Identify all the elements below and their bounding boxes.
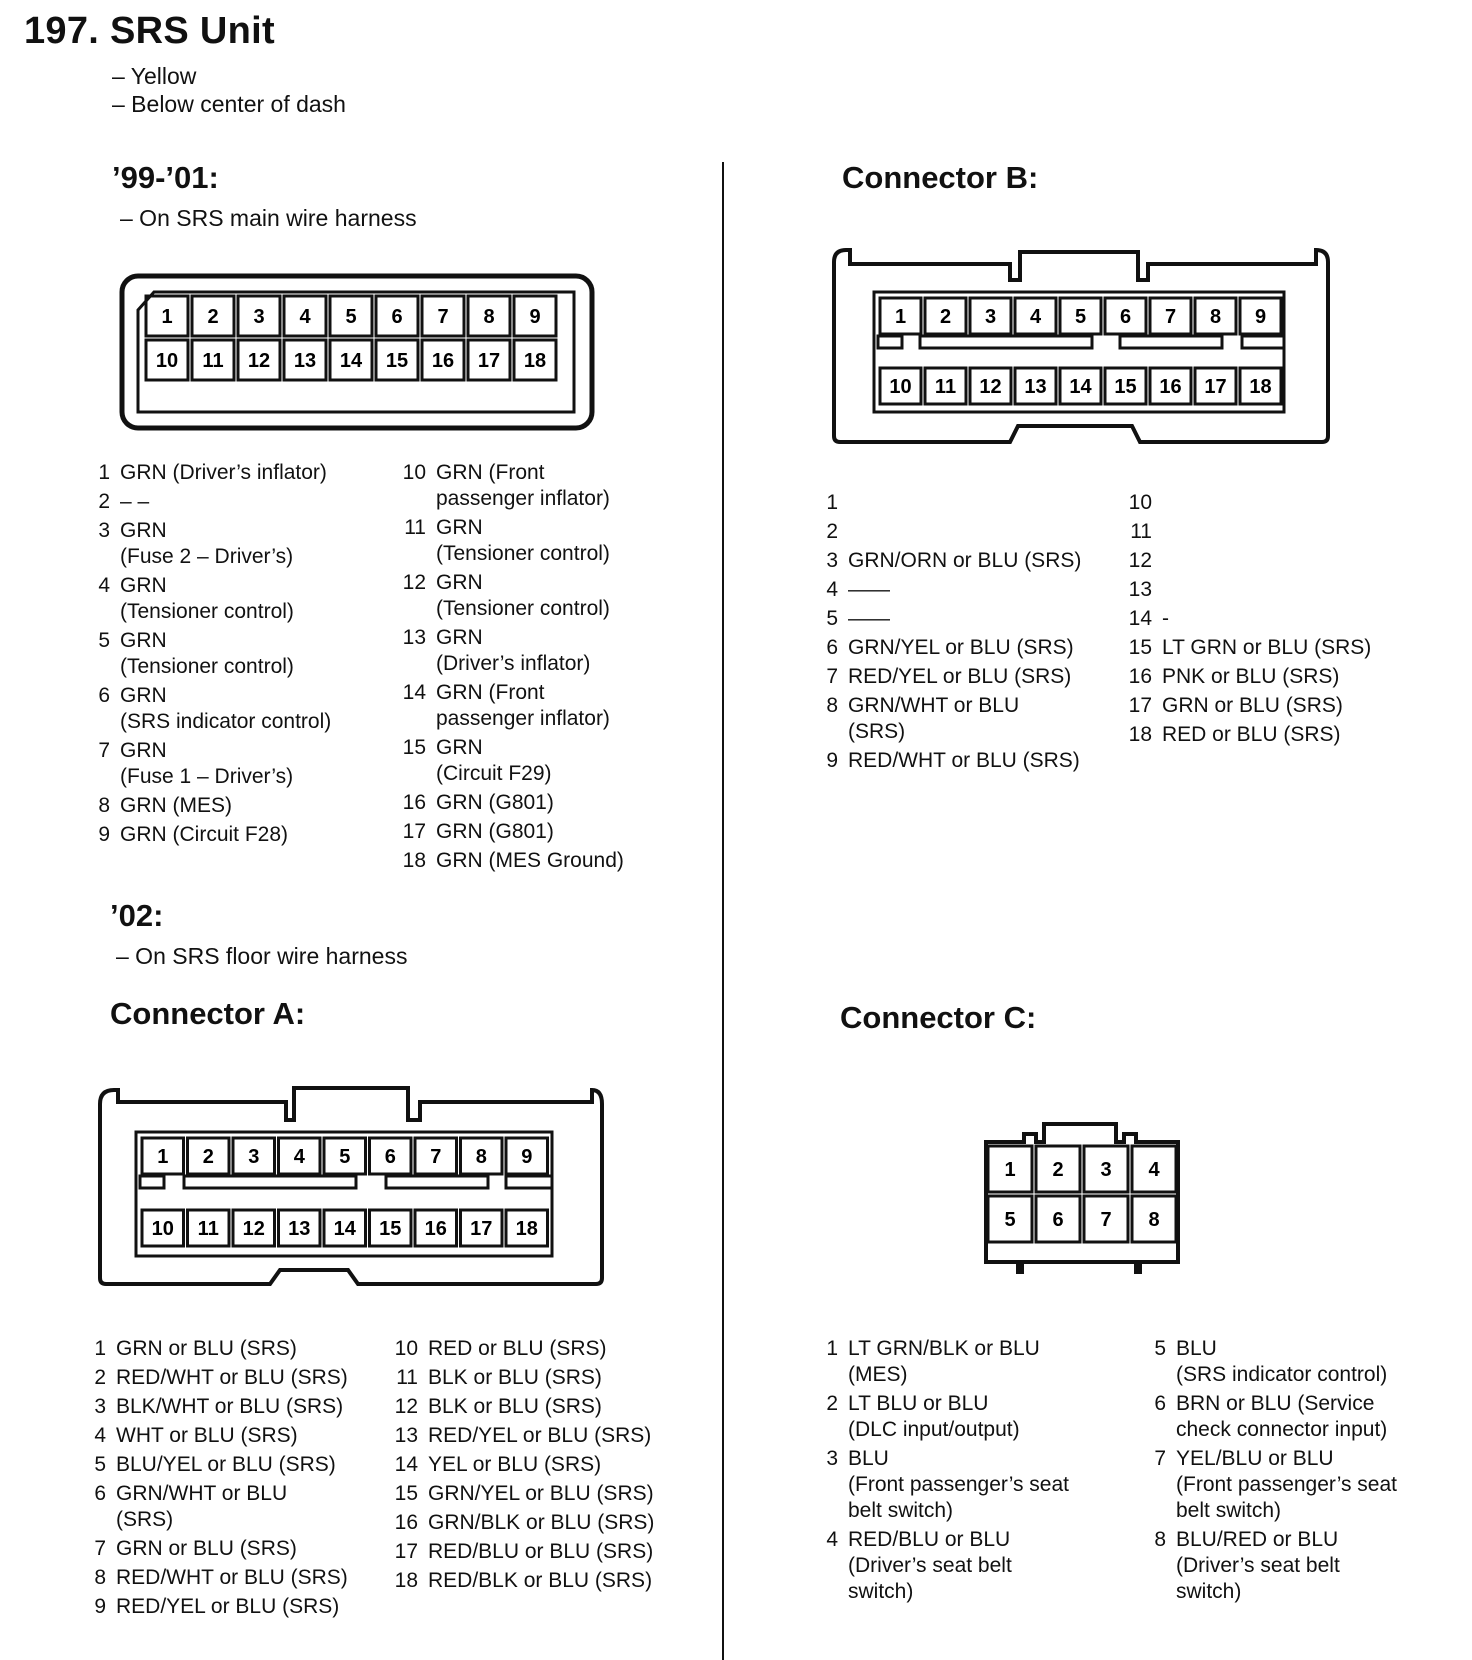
pin-number: 13	[394, 1424, 418, 1447]
pin-number: 14	[402, 681, 426, 704]
pin-item	[84, 460, 394, 486]
pin-number: 1	[826, 1337, 838, 1360]
connector-a-pin-list-left	[80, 1336, 380, 1623]
pin-number: 1	[826, 491, 838, 514]
pin-number: 8	[1154, 1528, 1166, 1551]
pin-cell-label: 12	[247, 350, 271, 372]
pin-cell-label: 16	[424, 1218, 447, 1240]
pin-number: 18	[402, 849, 426, 872]
pin-cell-label: 16	[1159, 376, 1182, 398]
pin-cell-label: 5	[1074, 306, 1087, 328]
pin-item	[1126, 519, 1426, 545]
color-note: – Yellow	[112, 63, 197, 89]
pin-number: 11	[1130, 520, 1152, 543]
pin-item	[80, 1452, 380, 1478]
pin-cell-label: 8	[483, 306, 495, 328]
pin-wire-description: GRN (Tensioner control)	[436, 571, 610, 620]
location-list	[112, 62, 346, 118]
pin-cell-label: 9	[1254, 306, 1267, 328]
pin-cell-label: 1	[161, 306, 173, 328]
pin-item	[84, 683, 394, 735]
pin-number: 14	[394, 1453, 418, 1476]
pin-item	[84, 628, 394, 680]
pin-item	[80, 1565, 380, 1591]
pin-number: 6	[94, 1482, 106, 1505]
pin-number: 4	[826, 1528, 838, 1551]
pin-item	[812, 519, 1122, 545]
pin-cell-label: 5	[1004, 1209, 1016, 1231]
pin-wire-description	[1162, 490, 1426, 516]
pin-item	[80, 1423, 380, 1449]
pin-number: 1	[94, 1337, 106, 1360]
pin-number: 3	[94, 1395, 106, 1418]
connector-c-diagram	[980, 1118, 1186, 1278]
pin-cell-label: 9	[521, 1146, 533, 1168]
pin-number: 11	[396, 1366, 418, 1389]
pin-list-99-01-right	[400, 460, 700, 877]
pin-cell-label: 4	[299, 306, 311, 328]
pin-item	[392, 1539, 692, 1565]
connector-c-foot-right	[1134, 1262, 1142, 1274]
pin-cell-label: 17	[477, 350, 501, 372]
pin-cell-label: 7	[1100, 1209, 1112, 1231]
pin-number: 5	[98, 629, 110, 652]
pin-item	[1126, 722, 1426, 748]
pin-item	[1126, 664, 1426, 690]
pin-wire-description: YEL or BLU (SRS)	[428, 1453, 602, 1476]
pin-wire-description: GRN (Circuit F29)	[436, 736, 552, 785]
pin-number: 4	[94, 1424, 106, 1447]
pin-cell-label: 11	[934, 376, 957, 398]
pin-item	[1140, 1446, 1450, 1524]
pin-item	[812, 1391, 1112, 1443]
pin-cell-label: 7	[430, 1146, 442, 1168]
pin-wire-description: BLU/RED or BLU (Driver’s seat belt switch)	[1176, 1528, 1340, 1603]
pin-cell-label: 10	[151, 1218, 174, 1240]
pin-item	[392, 1452, 692, 1478]
pin-item	[812, 748, 1122, 774]
pin-grid	[878, 298, 1284, 404]
pin-cell-label: 7	[437, 306, 449, 328]
pin-wire-description	[1162, 519, 1426, 545]
pin-number: 18	[394, 1569, 418, 1592]
pin-cell-label: 18	[1249, 376, 1272, 398]
pin-item	[812, 1336, 1112, 1388]
pin-cell-label: 13	[293, 350, 317, 372]
pin-cell-label: 1	[1004, 1159, 1016, 1181]
pin-wire-description: RED/BLU or BLU (Driver’s seat belt switch)	[848, 1528, 1012, 1603]
pin-item	[84, 573, 394, 625]
pin-number: 17	[394, 1540, 418, 1563]
pin-cell-label: 13	[1024, 376, 1047, 398]
pin-item	[812, 548, 1122, 574]
connector-a-heading: Connector A:	[110, 996, 306, 1031]
pin-cell-label: 5	[339, 1146, 351, 1168]
pin-cell-label: 8	[475, 1146, 487, 1168]
pin-item	[84, 822, 394, 848]
pin-item	[400, 790, 700, 816]
pin-wire-description: GRN (Front passenger inflator)	[436, 681, 610, 730]
pin-item	[392, 1510, 692, 1536]
pin-cell-label: 1	[157, 1146, 169, 1168]
pin-number: 3	[826, 549, 838, 572]
pin-item	[80, 1594, 380, 1620]
pin-number: 2	[94, 1366, 106, 1389]
pin-wire-description: WHT or BLU (SRS)	[116, 1424, 298, 1447]
pin-wire-description: RED/WHT or BLU (SRS)	[116, 1566, 348, 1589]
column-divider	[722, 162, 724, 1660]
pin-cell-label: 4	[1148, 1159, 1160, 1181]
pin-number: 12	[394, 1395, 418, 1418]
pin-cell-label: 15	[385, 350, 409, 372]
pin-item	[1140, 1527, 1450, 1605]
pin-wire-description: GRN (SRS indicator control)	[120, 684, 332, 733]
pin-number: 8	[94, 1566, 106, 1589]
pin-wire-description	[848, 519, 1122, 545]
pin-wire-description: GRN (Front passenger inflator)	[436, 461, 610, 510]
pin-item	[1126, 490, 1426, 516]
pin-item	[392, 1568, 692, 1594]
pin-wire-description	[848, 490, 1122, 516]
locking-slot	[506, 1176, 552, 1188]
pin-item	[80, 1336, 380, 1362]
pin-wire-description: BLK or BLU (SRS)	[428, 1395, 602, 1418]
pin-wire-description: RED/YEL or BLU (SRS)	[116, 1595, 340, 1618]
section-note-02: – On SRS floor wire harness	[116, 943, 408, 969]
connector-a-diagram	[96, 1084, 606, 1298]
pin-item	[400, 460, 700, 512]
pin-number: 2	[826, 520, 838, 543]
pin-item	[392, 1481, 692, 1507]
pin-wire-description: RED/YEL or BLU (SRS)	[428, 1424, 652, 1447]
pin-number: 7	[1154, 1447, 1166, 1470]
pin-wire-description: GRN or BLU (SRS)	[116, 1537, 297, 1560]
pin-wire-description: GRN or BLU (SRS)	[1162, 694, 1343, 717]
pin-wire-description: RED or BLU (SRS)	[428, 1337, 607, 1360]
pin-cell-label: 18	[523, 350, 547, 372]
pin-wire-description: -	[1162, 607, 1169, 630]
pin-wire-description	[1162, 548, 1426, 574]
pin-number: 10	[402, 461, 426, 484]
pin-item	[400, 819, 700, 845]
pin-cell-label: 4	[1029, 306, 1042, 328]
section-heading-99-01: ’99-’01:	[112, 160, 219, 195]
pin-grid	[146, 296, 556, 380]
locking-slot	[140, 1176, 164, 1188]
pin-wire-description: YEL/BLU or BLU (Front passenger’s seat belt switch)	[1176, 1447, 1398, 1522]
pin-number: 16	[394, 1511, 418, 1534]
pin-cell-label: 9	[529, 306, 541, 328]
pin-item	[812, 1527, 1112, 1605]
locking-slot	[878, 336, 902, 348]
pin-item	[1126, 693, 1426, 719]
pin-wire-description	[1162, 577, 1426, 603]
pin-number: 1	[98, 461, 110, 484]
pin-wire-description: RED/WHT or BLU (SRS)	[116, 1366, 348, 1389]
pin-wire-description: GRN (G801)	[436, 820, 554, 843]
pin-item	[84, 489, 394, 515]
pin-wire-description: PNK or BLU (SRS)	[1162, 665, 1340, 688]
pin-item	[84, 518, 394, 570]
pin-wire-description: GRN (G801)	[436, 791, 554, 814]
connector-b-diagram	[830, 246, 1340, 450]
pin-number: 14	[1128, 607, 1152, 630]
pin-cell-label: 2	[1052, 1159, 1064, 1181]
pin-number: 5	[826, 607, 838, 630]
pin-number: 11	[404, 516, 426, 539]
pin-cell-label: 6	[1052, 1209, 1064, 1231]
connector-b-pin-list-right	[1126, 490, 1426, 751]
pin-number: 17	[1128, 694, 1152, 717]
pin-cell-label: 6	[1119, 306, 1132, 328]
pin-item	[80, 1536, 380, 1562]
pin-number: 6	[1154, 1392, 1166, 1415]
pin-number: 9	[94, 1595, 106, 1618]
pin-wire-description: GRN/ORN or BLU (SRS)	[848, 549, 1082, 572]
section-note-99-01: – On SRS main wire harness	[120, 205, 417, 231]
pin-number: 10	[394, 1337, 418, 1360]
pin-wire-description: BLU (SRS indicator control)	[1176, 1337, 1388, 1386]
pin-cell-label: 14	[339, 350, 363, 372]
pin-number: 4	[98, 574, 110, 597]
pin-item	[392, 1423, 692, 1449]
pin-cell-label: 13	[288, 1218, 311, 1240]
pin-cell-label: 14	[333, 1218, 356, 1240]
pin-item	[392, 1394, 692, 1420]
locking-slot	[1120, 336, 1222, 348]
pin-item	[812, 577, 1122, 603]
connector-b-heading: Connector B:	[842, 160, 1039, 195]
page-title: 197. SRS Unit	[24, 10, 275, 52]
connector-diagram-99-01	[118, 272, 598, 436]
pin-item	[812, 606, 1122, 632]
pin-wire-description: RED or BLU (SRS)	[1162, 723, 1341, 746]
pin-wire-description: RED/YEL or BLU (SRS)	[848, 665, 1072, 688]
pin-cell-label: 12	[979, 376, 1002, 398]
pin-item	[812, 635, 1122, 661]
connector-c-pin-list-right	[1140, 1336, 1450, 1608]
connector-c-foot-left	[1016, 1262, 1024, 1274]
pin-wire-description: ——	[848, 607, 890, 630]
pin-item	[400, 680, 700, 732]
pin-wire-description: GRN/WHT or BLU (SRS)	[116, 1482, 288, 1531]
pin-item	[400, 515, 700, 567]
pin-cell-label: 2	[207, 306, 219, 328]
pin-wire-description: GRN (MES)	[120, 794, 232, 817]
pin-wire-description: GRN (Fuse 2 – Driver’s)	[120, 519, 294, 568]
pin-number: 2	[826, 1392, 838, 1415]
pin-item	[80, 1481, 380, 1533]
pin-number: 6	[826, 636, 838, 659]
pin-item	[1126, 577, 1426, 603]
section-heading-02: ’02:	[110, 898, 164, 933]
pin-cell-label: 15	[1114, 376, 1137, 398]
pin-item	[80, 1365, 380, 1391]
pin-number: 13	[1128, 578, 1152, 601]
pin-wire-description: GRN (MES Ground)	[436, 849, 624, 872]
connector-a-pin-list-right	[392, 1336, 692, 1597]
pin-cell-label: 6	[391, 306, 403, 328]
pin-number: 13	[402, 626, 426, 649]
pin-number: 9	[98, 823, 110, 846]
pin-number: 5	[94, 1453, 106, 1476]
pin-item	[392, 1365, 692, 1391]
pin-cell-label: 14	[1069, 376, 1092, 398]
pin-item	[812, 490, 1122, 516]
pin-cell-label: 16	[431, 350, 455, 372]
pin-wire-description: GRN or BLU (SRS)	[116, 1337, 297, 1360]
pin-cell-label: 3	[248, 1146, 260, 1168]
pin-grid	[988, 1146, 1176, 1242]
pin-item	[400, 848, 700, 874]
pin-wire-description: RED/BLK or BLU (SRS)	[428, 1569, 653, 1592]
locking-slot	[920, 336, 1092, 348]
pin-number: 10	[1128, 491, 1152, 514]
pin-item	[400, 570, 700, 622]
pin-number: 7	[94, 1537, 106, 1560]
pin-number: 8	[98, 794, 110, 817]
pin-cell-label: 11	[197, 1218, 219, 1240]
pin-cell-label: 11	[202, 350, 224, 372]
pin-wire-description: GRN/YEL or BLU (SRS)	[848, 636, 1074, 659]
pin-number: 15	[402, 736, 426, 759]
pin-wire-description: BLK or BLU (SRS)	[428, 1366, 602, 1389]
pin-wire-description: BLK/WHT or BLU (SRS)	[116, 1395, 344, 1418]
locking-slot	[184, 1176, 356, 1188]
pin-item	[1140, 1391, 1450, 1443]
pin-cell-label: 10	[889, 376, 912, 398]
pin-number: 9	[826, 749, 838, 772]
pin-cell-label: 8	[1148, 1209, 1160, 1231]
pin-wire-description: GRN (Tensioner control)	[120, 629, 294, 678]
pin-cell-label: 18	[515, 1218, 538, 1240]
pin-number: 15	[1128, 636, 1152, 659]
pin-wire-description: ——	[848, 578, 890, 601]
pin-cell-label: 3	[984, 306, 997, 328]
pin-number: 2	[98, 490, 110, 513]
connector-c-pin-list-left	[812, 1336, 1112, 1608]
pin-wire-description: LT BLU or BLU (DLC input/output)	[848, 1392, 1020, 1441]
pin-item	[1126, 606, 1426, 632]
pin-item	[84, 738, 394, 790]
pin-wire-description: GRN (Circuit F28)	[120, 823, 289, 846]
pin-number: 16	[402, 791, 426, 814]
pin-item	[812, 693, 1122, 745]
pin-number: 17	[402, 820, 426, 843]
locking-slot	[1242, 336, 1284, 348]
pin-item	[80, 1394, 380, 1420]
pin-wire-description: LT GRN/BLK or BLU (MES)	[848, 1337, 1040, 1386]
pin-number: 6	[98, 684, 110, 707]
pin-cell-label: 3	[253, 306, 265, 328]
pin-cell-label: 15	[379, 1218, 402, 1240]
locking-slot	[386, 1176, 488, 1188]
pin-wire-description: BRN or BLU (Service check connector input)	[1176, 1392, 1388, 1441]
pin-cell-label: 3	[1100, 1159, 1112, 1181]
pin-wire-description: GRN (Tensioner control)	[436, 516, 610, 565]
connector-c-heading: Connector C:	[840, 1000, 1037, 1035]
pin-wire-description: GRN/BLK or BLU (SRS)	[428, 1511, 655, 1534]
pin-cell-label: 2	[202, 1146, 214, 1168]
pin-cell-label: 17	[470, 1218, 493, 1240]
pin-item	[1140, 1336, 1450, 1388]
pin-cell-label: 8	[1209, 306, 1222, 328]
pin-wire-description: – –	[120, 490, 150, 513]
pin-number: 7	[98, 739, 110, 762]
pin-list-99-01-left	[84, 460, 394, 851]
pin-number: 3	[98, 519, 110, 542]
pin-wire-description: GRN/YEL or BLU (SRS)	[428, 1482, 654, 1505]
pin-number: 18	[1128, 723, 1152, 746]
pin-cell-label: 10	[155, 350, 179, 372]
pin-cell-label: 17	[1204, 376, 1227, 398]
pin-number: 3	[826, 1447, 838, 1470]
pin-wire-description: RED/WHT or BLU (SRS)	[848, 749, 1080, 772]
pin-number: 16	[1128, 665, 1152, 688]
pin-cell-label: 7	[1164, 306, 1177, 328]
pin-number: 12	[402, 571, 426, 594]
pin-grid	[140, 1138, 552, 1246]
connector-b-pin-list-left	[812, 490, 1122, 777]
pin-number: 7	[826, 665, 838, 688]
pin-wire-description: GRN (Fuse 1 – Driver’s)	[120, 739, 294, 788]
pin-cell-label: 4	[293, 1146, 305, 1168]
pin-wire-description: RED/BLU or BLU (SRS)	[428, 1540, 654, 1563]
pin-wire-description: BLU/YEL or BLU (SRS)	[116, 1453, 336, 1476]
pin-cell-label: 6	[384, 1146, 396, 1168]
pin-wire-description: GRN (Driver’s inflator)	[120, 461, 327, 484]
pin-number: 8	[826, 694, 838, 717]
location-note: – Below center of dash	[112, 91, 346, 117]
pin-item	[400, 625, 700, 677]
pin-item	[84, 793, 394, 819]
pin-number: 12	[1128, 549, 1152, 572]
pin-wire-description: BLU (Front passenger’s seat belt switch)	[848, 1447, 1070, 1522]
pin-cell-label: 2	[939, 306, 952, 328]
pin-cell-label: 5	[345, 306, 357, 328]
pin-cell-label: 12	[242, 1218, 265, 1240]
pin-wire-description: GRN/WHT or BLU (SRS)	[848, 694, 1020, 743]
pin-item	[392, 1336, 692, 1362]
pin-number: 4	[826, 578, 838, 601]
pin-item	[400, 735, 700, 787]
pin-cell-label: 1	[894, 306, 907, 328]
pin-item	[812, 664, 1122, 690]
pin-item	[1126, 548, 1426, 574]
pin-wire-description: GRN (Tensioner control)	[120, 574, 294, 623]
pin-wire-description: LT GRN or BLU (SRS)	[1162, 636, 1372, 659]
pin-item	[812, 1446, 1112, 1524]
pin-wire-description: GRN (Driver’s inflator)	[436, 626, 591, 675]
pin-item	[1126, 635, 1426, 661]
pin-number: 15	[394, 1482, 418, 1505]
pin-number: 5	[1154, 1337, 1166, 1360]
